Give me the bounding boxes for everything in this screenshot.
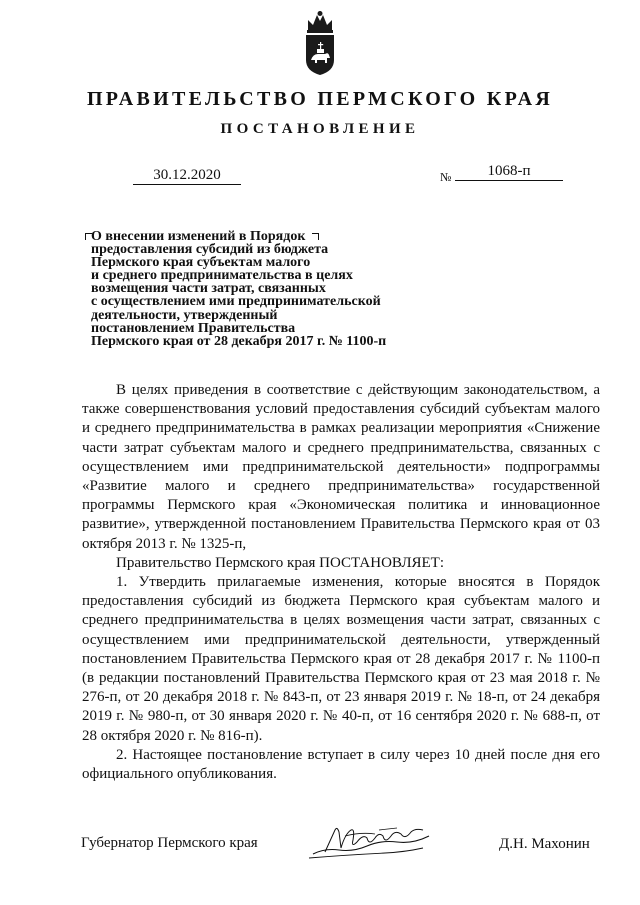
subject-line: О внесении изменений в Порядок	[91, 229, 306, 244]
decree-paragraph: Правительство Пермского края ПОСТАНОВЛЯЕТ:	[116, 554, 445, 571]
subject-line: деятельности, утвержденный	[91, 307, 278, 323]
item-2-paragraph: 2. Настоящее постановление вступает в силу через 10 дней после дня его официального опубликования.	[82, 746, 600, 783]
subject-line: Пермского края от 28 декабря 2017 г. № 1100-п	[91, 333, 387, 349]
subject-line: возмещения части затрат, связанных	[91, 281, 326, 297]
number-label: №	[440, 170, 452, 184]
perm-krai-coat-of-arms-icon	[302, 10, 338, 76]
item-1-paragraph: 1. Утвердить прилагаемые изменения, которые вносятся в Порядок предоставления субсидий из бюджета Пермского края субъектам малого и среднего предпринимательства в целях возмещения части затрат, связанных с осуществлением ими предпринимательской деятельности, утвержденный постановлением Правительства Пермского края от 28 декабря 2017 г. № 1100-п (в редакции постановлений Правительства Пермского края от 23 мая 2018 г. № 276-п, от 20 декабря 2018 г. № 843-п, от 23 января 2019 г. № 18-п, от 24 декабря 2019 г. № 980-п, от 30 января 2020 г. № 40-п, от 16 сентября 2020 г. № 688-п, от 28 октября 2020 г. № 816-п).	[82, 574, 600, 744]
document-number: 1068-п	[455, 162, 563, 181]
subject-line: постановлением Правительства	[91, 320, 296, 336]
document-subject	[91, 230, 431, 348]
subject-line: с осуществлением ими предпринимательской	[91, 294, 381, 310]
government-title: ПРАВИТЕЛЬСТВО ПЕРМСКОГО КРАЯ	[86, 88, 554, 110]
subject-line: Пермского края субъектам малого	[91, 255, 311, 271]
subject-line: предоставления субсидий из бюджета	[91, 242, 329, 258]
signatory-name: Д.Н. Махонин	[499, 836, 590, 852]
document-body	[82, 381, 600, 784]
handwritten-signature-icon	[305, 818, 435, 866]
document-type: ПОСТАНОВЛЕНИЕ	[220, 121, 420, 137]
preamble-paragraph: В целях приведения в соответствие с действующим законодательством, а также совершенствования условий предоставления субсидий субъектам малого и среднего предпринимательства в рамках реализации мероприятия «Снижение части затрат субъектам малого и среднего предпринимательства, связанных с осуществлением ими предпринимательской деятельности» подпрограммы «Развитие малого и среднего предпринимательства» государственной программы Пермского края «Экономическая политика и инновационное развитие», утвержденной постановлением Правительства Пермского края от 03 октября 2013 г. № 1325-п,	[82, 382, 600, 552]
document-date: 30.12.2020	[133, 166, 241, 185]
signatory-title: Губернатор Пермского края	[81, 835, 258, 851]
subject-line: и среднего предпринимательства в целях	[91, 268, 353, 284]
